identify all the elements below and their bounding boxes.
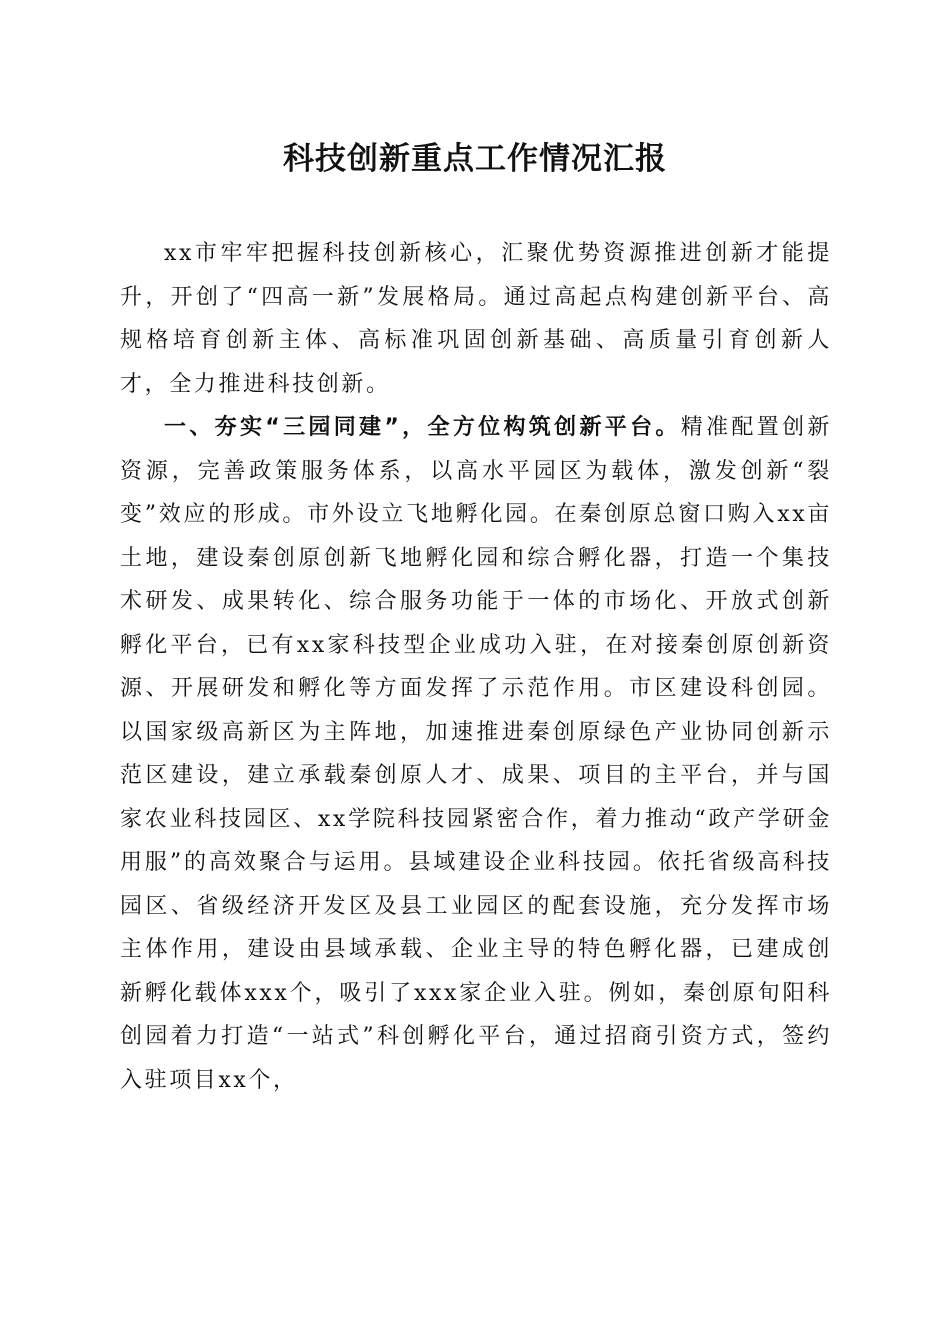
intro-paragraph <box>120 232 832 406</box>
section-one-paragraph <box>120 406 832 1102</box>
document-body <box>120 232 832 1102</box>
section-one-heading: 一、夯实“三园同建”，全方位构筑创新平台。 <box>164 415 681 440</box>
document-title: 科技创新重点工作情况汇报 <box>283 141 667 177</box>
section-one-text: 精准配置创新资源，完善政策服务体系，以高水平园区为载体，激发创新“裂变”效应的形成。市外设立飞地孵化园。在秦创原总窗口购入xx亩土地，建设秦创原创新飞地孵化园和综合孵化器，打造一个集技术研发、成果转化、综合服务功能于一体的市场化、开放式创新孵化平台，已有xx家科技型企业成功入驻，在对接秦创原创新资源、开展研发和孵化等方面发挥了示范作用。市区建设科创园。以国家级高新区为主阵地，加速推进秦创原绿色产业协同创新示范区建设，建立承载秦创原人才、成果、项目的主平台，并与国家农业科技园区、xx学院科技园紧密合作，着力推动“政产学研金用服”的高效聚合与运用。县域建设企业科技园。依托省级高科技园区、省级经济开发区及县工业园区的配套设施，充分发挥市场主体作用，建设由县域承载、企业主导的特色孵化器，已建成创新孵化载体xxx个，吸引了xxx家企业入驻。例如，秦创原旬阳科创园着力打造“一站式”科创孵化平台，通过招商引资方式，签约入驻项目xx个， <box>120 415 832 1093</box>
intro-paragraph-text: xx市牢牢把握科技创新核心，汇聚优势资源推进创新才能提升，开创了“四高一新”发展格局。通过高起点构建创新平台、高规格培育创新主体、高标准巩固创新基础、高质量引育创新人才，全力推进科技创新。 <box>120 241 832 397</box>
